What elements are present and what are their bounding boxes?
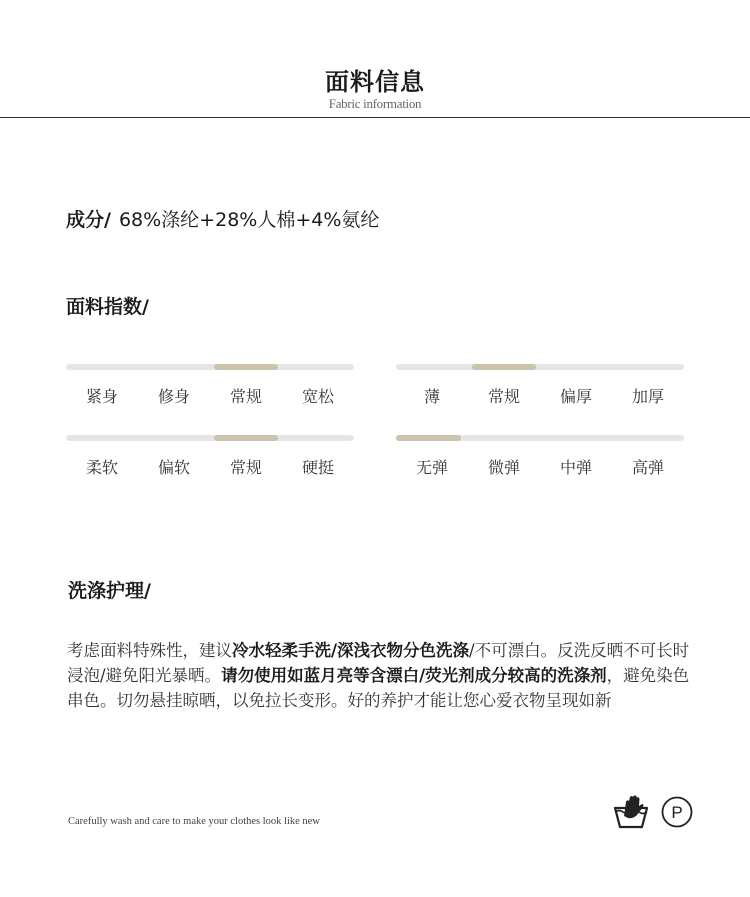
scale-fill — [214, 364, 279, 370]
scale-softness — [66, 435, 354, 478]
care-text-segment: 考虑面料特殊性，建议 — [67, 641, 232, 660]
care-text-segment: ，避免染色串色。切勿悬挂晾晒，以免拉长变形。好的养护才能让您心爱衣物呈现如新 — [67, 666, 690, 710]
page-subtitle: Fabric information — [328, 96, 422, 111]
scale-labels — [396, 384, 684, 407]
care-text-emphasis: 冷水轻柔手洗/深浅衣物分色洗涤 — [232, 641, 470, 660]
care-text-segment: /不可漂白。反洗反晒不可长时浸泡/避免阳光暴晒。 — [67, 641, 690, 685]
scale-option: 偏厚 — [559, 387, 592, 406]
scale-option: 高弹 — [631, 458, 664, 477]
care-icons — [612, 794, 694, 834]
scale-option: 修身 — [157, 387, 190, 406]
scale-labels — [66, 384, 354, 407]
scale-thickness — [396, 364, 684, 407]
scale-labels — [396, 455, 684, 478]
scale-track — [396, 435, 684, 441]
dry-clean-letter: P — [671, 803, 683, 822]
scale-option: 常规 — [487, 387, 520, 406]
care-title: 洗涤护理/ — [68, 580, 151, 602]
page-title: 面料信息 — [325, 68, 425, 96]
scale-labels — [66, 455, 354, 478]
header-divider — [0, 117, 750, 118]
scale-option: 微弹 — [487, 458, 520, 477]
scale-fill — [214, 435, 279, 441]
scale-option: 硬挺 — [301, 458, 334, 477]
composition — [66, 205, 379, 232]
scale-fit — [66, 364, 354, 407]
scale-fill — [472, 364, 537, 370]
scale-option: 紧身 — [85, 387, 118, 406]
care-instructions — [67, 638, 697, 713]
scale-option: 常规 — [229, 387, 262, 406]
scale-option: 宽松 — [301, 387, 334, 406]
hand-wash-icon — [612, 794, 650, 834]
scale-option: 常规 — [229, 458, 262, 477]
scale-option: 无弹 — [415, 458, 448, 477]
scale-option: 薄 — [423, 387, 440, 406]
scale-option: 柔软 — [85, 458, 118, 477]
scale-fill — [396, 435, 461, 441]
dry-clean-p-icon — [660, 795, 694, 833]
scale-option: 偏软 — [157, 458, 190, 477]
scale-track — [66, 364, 354, 370]
composition-value: 68%涤纶+28%人棉+4%氨纶 — [118, 209, 380, 231]
scale-option: 中弹 — [559, 458, 592, 477]
scale-option: 加厚 — [631, 387, 664, 406]
care-text-emphasis: 请勿使用如蓝月亮等含漂白/荧光剂成分较高的洗涤剂 — [221, 666, 607, 685]
scale-elasticity — [396, 435, 684, 478]
care-footer-note: Carefully wash and care to make your clothes look like new — [68, 816, 320, 827]
scale-track — [66, 435, 354, 441]
fabric-index-title: 面料指数/ — [66, 296, 149, 318]
composition-label: 成分/ — [66, 209, 111, 231]
scale-track — [396, 364, 684, 370]
